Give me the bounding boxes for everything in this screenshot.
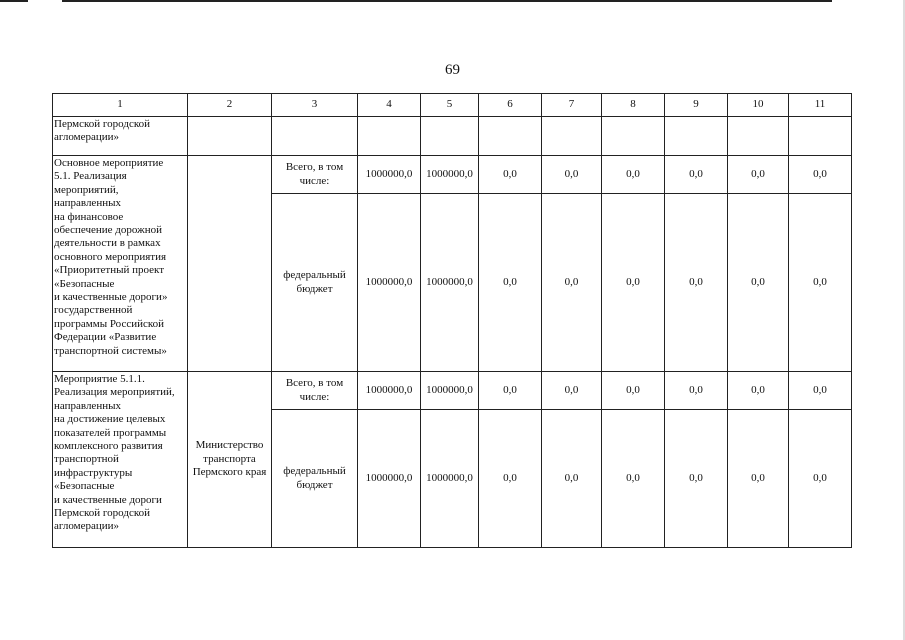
header-row: [53, 94, 852, 117]
value-cell: [728, 117, 789, 156]
value-cell: 1000000,0: [358, 194, 421, 372]
value-cell: [542, 117, 602, 156]
value-cell: 0,0: [728, 410, 789, 548]
header-cell: 2: [188, 94, 272, 117]
value-cell: [602, 117, 665, 156]
header-cell: 6: [479, 94, 542, 117]
funding-source-cell: Всего, в том числе:: [272, 372, 358, 410]
value-cell: 0,0: [665, 156, 728, 194]
header-cell: 8: [602, 94, 665, 117]
header-cell: 11: [789, 94, 852, 117]
value-cell: 0,0: [479, 194, 542, 372]
value-cell: 0,0: [789, 194, 852, 372]
funding-source-cell: федеральный бюджет: [272, 410, 358, 548]
value-cell: 1000000,0: [421, 372, 479, 410]
value-cell: 1000000,0: [421, 156, 479, 194]
header-cell: 9: [665, 94, 728, 117]
value-cell: 0,0: [479, 372, 542, 410]
budget-table: [52, 93, 852, 548]
scan-mark: [62, 0, 832, 2]
executor-cell: Министерство транспорта Пермского края: [188, 372, 272, 548]
value-cell: 0,0: [602, 372, 665, 410]
header-cell: 4: [358, 94, 421, 117]
header-cell: 1: [53, 94, 188, 117]
value-cell: [479, 117, 542, 156]
page-number: 69: [445, 62, 460, 78]
scan-mark: [0, 0, 28, 2]
value-cell: [665, 117, 728, 156]
executor-cell: [188, 156, 272, 372]
value-cell: 1000000,0: [421, 194, 479, 372]
value-cell: 1000000,0: [421, 410, 479, 548]
value-cell: 0,0: [542, 410, 602, 548]
header-cell: 5: [421, 94, 479, 117]
value-cell: 0,0: [602, 194, 665, 372]
table-row: [53, 156, 852, 194]
value-cell: 0,0: [479, 410, 542, 548]
value-cell: 0,0: [728, 194, 789, 372]
value-cell: 0,0: [728, 372, 789, 410]
activity-name-cell: Основное мероприятие 5.1. Реализация мероприятий, направленных на финансовое обеспечение дорожной деятельности в рамках основного мероприятия «Приоритетный проект «Безопасные и качественные дороги» государственной программы Российской Федерации «Развитие транспортной системы»: [53, 156, 188, 372]
header-cell: 10: [728, 94, 789, 117]
value-cell: 1000000,0: [358, 372, 421, 410]
executor-cell: [188, 117, 272, 156]
value-cell: 1000000,0: [358, 156, 421, 194]
value-cell: 0,0: [542, 156, 602, 194]
value-cell: 0,0: [789, 156, 852, 194]
value-cell: 0,0: [479, 156, 542, 194]
value-cell: 0,0: [789, 372, 852, 410]
value-cell: 0,0: [728, 156, 789, 194]
header-cell: 7: [542, 94, 602, 117]
value-cell: 0,0: [602, 410, 665, 548]
value-cell: 0,0: [542, 194, 602, 372]
value-cell: [358, 117, 421, 156]
value-cell: 0,0: [789, 410, 852, 548]
header-cell: 3: [272, 94, 358, 117]
value-cell: 1000000,0: [358, 410, 421, 548]
value-cell: 0,0: [542, 372, 602, 410]
value-cell: [421, 117, 479, 156]
value-cell: 0,0: [665, 194, 728, 372]
value-cell: 0,0: [602, 156, 665, 194]
value-cell: 0,0: [665, 372, 728, 410]
activity-name-cell: Мероприятие 5.1.1. Реализация мероприятий, направленных на достижение целевых показателей программы комплексного развития транспортной инфраструктуры «Безопасные и качественные дороги Пермской городской агломерации»: [53, 372, 188, 548]
funding-source-cell: федеральный бюджет: [272, 194, 358, 372]
scan-top-edge: [0, 0, 905, 4]
value-cell: 0,0: [665, 410, 728, 548]
table-row: [53, 372, 852, 410]
activity-name-cell: Пермской городской агломерации»: [53, 117, 188, 156]
table-row: [53, 117, 852, 156]
source-cell: [272, 117, 358, 156]
funding-source-cell: Всего, в том числе:: [272, 156, 358, 194]
value-cell: [789, 117, 852, 156]
